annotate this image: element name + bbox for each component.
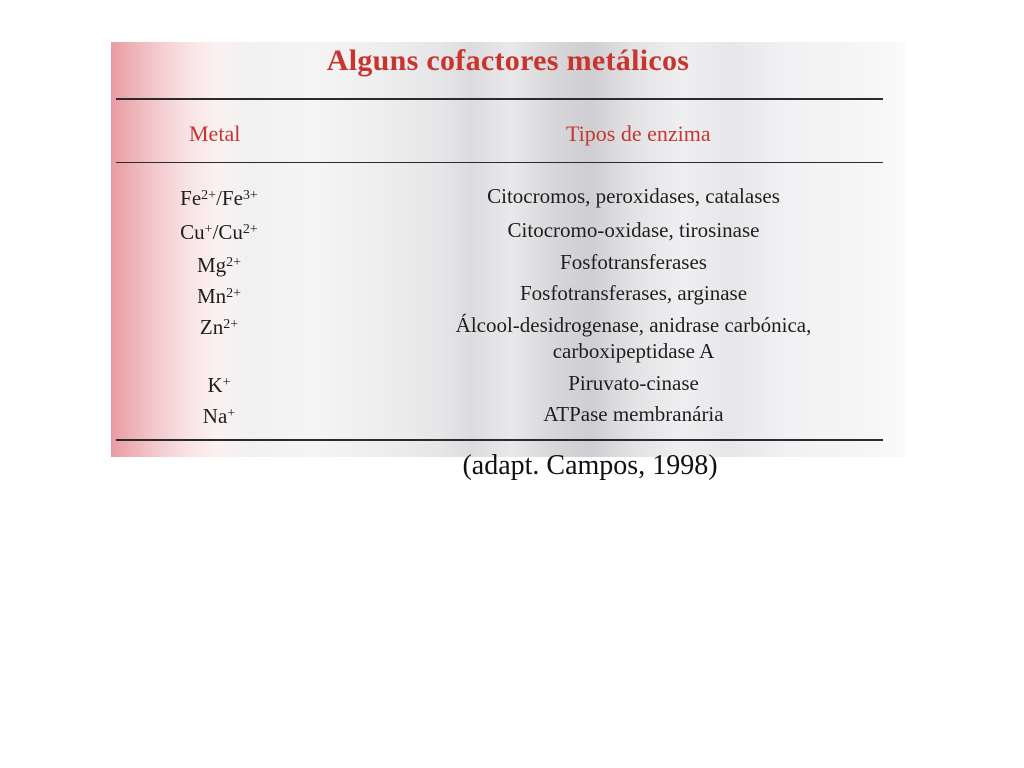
enzyme-cell: Citocromos, peroxidases, catalases <box>487 184 780 208</box>
metal-charge: 2+ <box>226 286 242 301</box>
metal-charge: 2+ <box>223 317 239 332</box>
enzyme-cell: Piruvato-cinase <box>568 371 699 395</box>
metal-charge: + <box>204 222 213 237</box>
enzyme-cell: ATPase membranária <box>543 402 724 426</box>
table-title: Alguns cofactores metálicos <box>326 44 690 77</box>
metal-cell <box>151 314 287 340</box>
table-scan-image <box>111 42 905 457</box>
metal-charge: 2+ <box>226 255 242 270</box>
enzyme-cell: Citocromo-oxidase, tirosinase <box>507 218 760 242</box>
bottom-rule <box>116 439 883 441</box>
metal-charge: 3+ <box>242 188 258 203</box>
metal-symbol: K <box>207 373 223 397</box>
enzyme-cell: Fosfotransferases <box>560 250 707 274</box>
metal-symbol: /Fe <box>216 186 243 210</box>
metal-symbol: Na <box>202 404 228 428</box>
metal-symbol: Mn <box>196 284 227 308</box>
enzyme-cell: Álcool-desidrogenase, anidrase carbónica, <box>455 313 812 337</box>
top-rule <box>116 98 883 100</box>
metal-charge: + <box>222 375 231 390</box>
metal-cell <box>151 372 287 398</box>
metal-symbol: Mg <box>196 253 227 277</box>
metal-charge: 2+ <box>242 222 258 237</box>
header-rule <box>116 162 883 163</box>
header-tipos-enzima: Tipos de enzima <box>566 121 711 146</box>
enzyme-cell-continuation: carboxipeptidase A <box>552 339 715 363</box>
metal-symbol: Zn <box>199 315 224 339</box>
metal-cell <box>151 252 287 278</box>
metal-charge: + <box>227 406 236 421</box>
enzyme-cell: Fosfotransferases, arginase <box>519 281 748 305</box>
metal-cell <box>151 403 287 429</box>
metal-symbol: /Cu <box>212 220 243 244</box>
metal-symbol: Cu <box>180 220 205 244</box>
metal-cell <box>151 219 287 245</box>
metal-charge: 2+ <box>201 188 217 203</box>
header-metal: Metal <box>189 121 241 146</box>
source-caption: (adapt. Campos, 1998) <box>462 450 718 481</box>
metal-cell <box>151 185 287 211</box>
metal-symbol: Fe <box>180 186 202 210</box>
metal-cell <box>151 283 287 309</box>
